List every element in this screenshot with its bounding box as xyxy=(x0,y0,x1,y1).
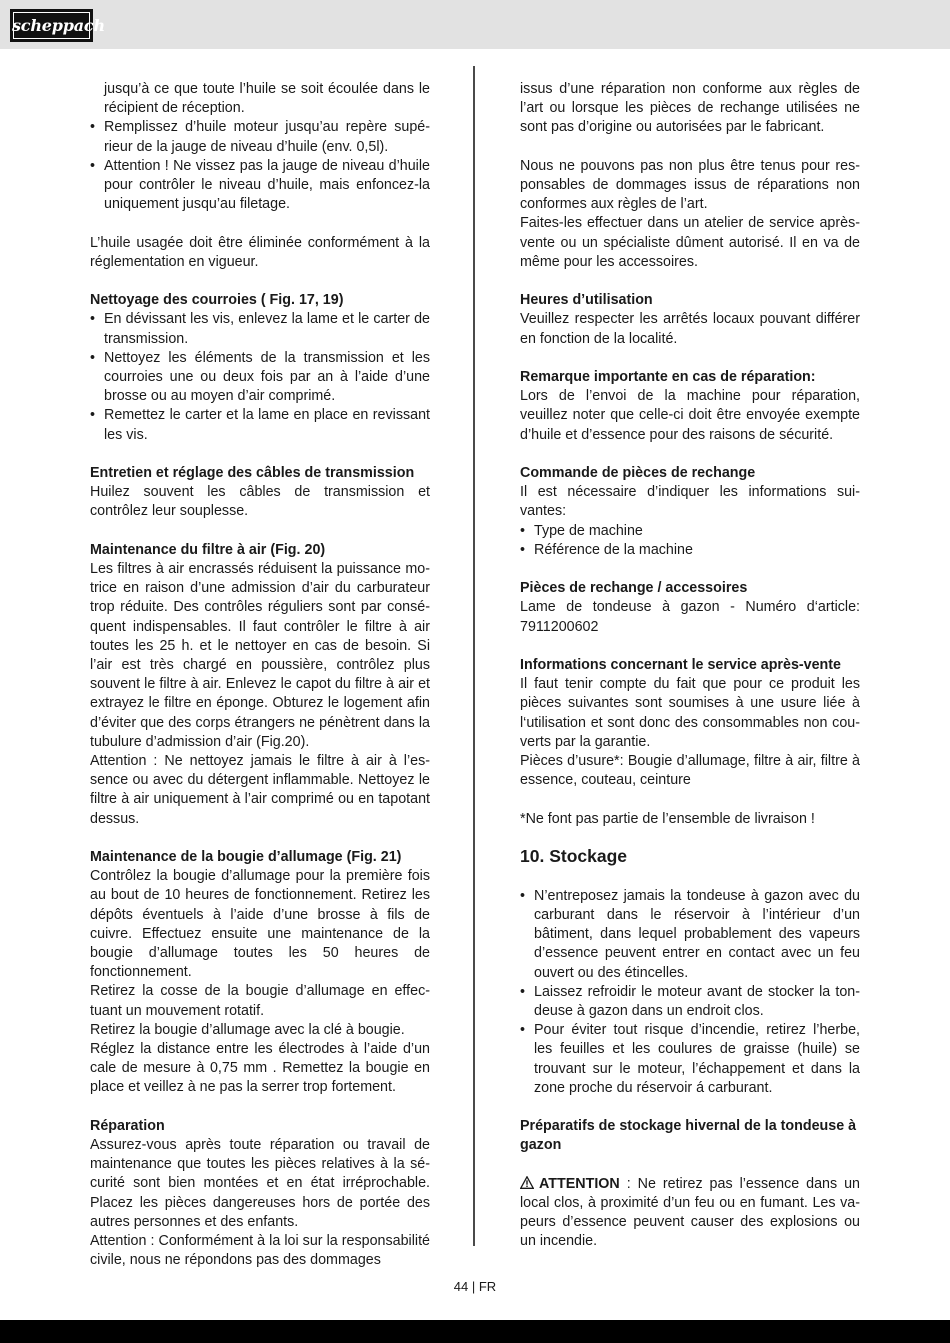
storage-list xyxy=(520,887,860,1098)
repair-note-heading: Remarque importante en cas de réparation: xyxy=(520,369,816,385)
belts-list xyxy=(90,310,430,444)
air-filter-warning: Attention : Ne nettoyez jamais le filtre à air à l’essence ou avec du détergent inflammable. Nettoyez le filtre à air uniquement à l’air comprimé ou en tapotant dessus. xyxy=(90,753,430,827)
list-item: • Remplissez d’huile moteur jusqu’au repère supérieur de la jauge de niveau d’huile (env. 0,5l). xyxy=(90,118,430,156)
right-column xyxy=(520,80,860,1252)
oil-fill-list xyxy=(90,118,430,214)
operating-hours-paragraph: Veuillez respecter les arrêtés locaux pouvant différer en fonction de la localité. xyxy=(520,311,860,347)
list-item: • Remettez le carter et la lame en place en revissant les vis. xyxy=(90,406,430,444)
spare-order-list xyxy=(520,522,860,560)
used-oil-paragraph: L’huile usagée doit être éliminée conformément à la réglementation en vigueur. xyxy=(90,234,430,270)
list-item: • N’entreposez jamais la tondeuse à gazon avec du carburant dans le réservoir à l’intérieur d’un bâtiment, dans lequel probablement des vapeurs d’essence peuvent entrer en contact avec un feu ouvert ou des étincelles. xyxy=(520,887,860,983)
attention-paragraph xyxy=(520,1175,860,1252)
liability-paragraph: Nous ne pouvons pas non plus être tenus pour responsables de dommages issus de réparations non conformes aux règles de l’art. xyxy=(520,157,860,213)
winter-storage-heading: Préparatifs de stockage hivernal de la tondeuse à gazon xyxy=(520,1118,857,1154)
operating-hours-heading: Heures d’utilisation xyxy=(520,292,653,309)
repair-continuation: issus d’une réparation non conforme aux règles de l’art ou lorsque les pièces de rechange utilisées ne sont pas d’origine ou autorisées par le fabricant. xyxy=(520,81,860,136)
list-item: • Pour éviter tout risque d’incendie, retirez l’herbe, les feuilles et les coulures de graisse (huile) se trouvant sur le moteur, l’échappement et dans la zone proche du réservoir á carburant. xyxy=(520,1021,860,1098)
list-item: • En dévissant les vis, enlevez la lame et le carter de transmission. xyxy=(90,310,430,348)
delivery-footnote: *Ne font pas partie de l’ensemble de livraison ! xyxy=(520,810,815,827)
oil-drain-continuation: jusqu’à ce que toute l’huile se soit écoulée dans le récipient de réception. xyxy=(104,81,430,117)
spare-order-heading: Commande de pièces de rechange xyxy=(520,465,756,481)
spares-heading: Pièces de rechange / accessoires xyxy=(520,580,748,597)
list-item: • Type de machine xyxy=(520,522,860,541)
attention-label: ATTENTION xyxy=(539,1175,620,1192)
air-filter-heading: Maintenance du filtre à air (Fig. 20) xyxy=(90,541,326,558)
spark-plug-heading: Maintenance de la bougie d’allumage (Fig. 21) xyxy=(90,849,402,866)
after-sales-paragraph: Il faut tenir compte du fait que pour ce produit les pièces suivantes sont soumises à une usure liée à l‘utilisation et sont donc des consommables non couverts par la garantie. xyxy=(520,676,860,750)
header-bar xyxy=(0,0,950,49)
service-paragraph: Faites-les effectuer dans un atelier de service après-vente ou un spécialiste dûment autorisé. Il en va de même pour les accessoires. xyxy=(520,215,860,270)
list-item: • Référence de la machine xyxy=(520,541,860,560)
list-item: • Nettoyez les éléments de la transmission et les courroies une ou deux fois par an à l’aide d’une brosse ou au moyen d’air comprimé. xyxy=(90,349,430,407)
cables-paragraph: Huilez souvent les câbles de transmission et contrôlez leur souplesse. xyxy=(90,484,430,520)
spares-paragraph: Lame de tondeuse à gazon - Numéro d‘article: 7911200602 xyxy=(520,599,860,635)
spark-plug-paragraph: Retirez la bougie d’allumage avec la clé à bougie. xyxy=(90,1021,405,1038)
attention-text: : Ne retirez pas l’essence dans un local clos, à proximité d’un feu ou en fumant. Les vapeurs d’essence peuvent causer des explosions ou un incendie. xyxy=(520,1175,860,1250)
repair-note-paragraph: Lors de l’envoi de la machine pour réparation, veuillez noter que celle-ci doit être envoyée exempte d’huile et d’essence pour des raisons de sécurité. xyxy=(520,388,860,443)
repair-warning: Attention : Conformément à la loi sur la responsabilité civile, nous ne répondons pas des dommages xyxy=(90,1233,430,1269)
list-item: • Attention ! Ne vissez pas la jauge de niveau d’huile pour contrôler le niveau d’huile, mais enfoncez-la uniquement jusqu’au filetage. xyxy=(90,157,430,215)
after-sales-heading: Informations concernant le service après-vente xyxy=(520,657,842,673)
wear-parts-paragraph: Pièces d’usure*: Bougie d’allumage, filtre à air, filtre à essence, couteau, ceinture xyxy=(520,753,860,789)
spare-order-paragraph: Il est nécessaire d’indiquer les informations suivantes: xyxy=(520,484,860,520)
spark-plug-paragraph: Réglez la distance entre les électrodes à l’aide d’un cale de mesure à 0,75 mm . Remettez la bougie en place et veillez à ne pas la serrer trop fortement. xyxy=(90,1041,430,1096)
belts-heading: Nettoyage des courroies ( Fig. 17, 19) xyxy=(90,292,344,309)
left-column xyxy=(90,80,430,1271)
warning-icon xyxy=(520,1176,534,1189)
storage-section-heading: 10. Stockage xyxy=(520,845,627,866)
page-number: 44 | FR xyxy=(453,1279,497,1294)
repair-heading: Réparation xyxy=(90,1117,165,1134)
air-filter-paragraph: Les filtres à air encrassés réduisent la puissance motrice en raison d’une admission d’air du carburateur trop réduite. Des contrôles réguliers sont par conséquent indispensables. Il faut contrôler le filtre à air toutes les 25 h. et le nettoyer en cas de besoin. Si l’air est très chargé en poussière, contrôlez plus souvent le filtre à air. Enlevez le capot du filtre à air et extrayez le filtre en éponge. Obturez le logement afin d’éviter que des corps étrangers ne pénètrent dans la tubulure d’admission d’air (Fig.20). xyxy=(90,561,430,750)
spark-plug-paragraph: Contrôlez la bougie d’allumage pour la première fois au bout de 10 heures de fonctionnement. Retirez les dépôts éventuels à l’aide d’une brosse à fils de cuivre. Effectuez ensuite une maintenance de la bougie d’allumage toutes les 50 heures de fonctionnement. xyxy=(90,868,430,981)
column-divider xyxy=(473,66,475,1246)
repair-paragraph: Assurez-vous après toute réparation ou travail de maintenance que toutes les pièces relatives à la sécurité sont bien montées et en état irréprochable. Placez les pièces dangereuses hors de portée des autres personnes et des enfants. xyxy=(90,1137,430,1230)
brand-logo: scheppach xyxy=(10,9,93,42)
list-item: • Laissez refroidir le moteur avant de stocker la tondeuse à gazon dans un endroit clos. xyxy=(520,983,860,1021)
spark-plug-paragraph: Retirez la cosse de la bougie d’allumage en effectuant un mouvement rotatif. xyxy=(90,983,430,1019)
cables-heading: Entretien et réglage des câbles de transmission xyxy=(90,465,415,482)
footer-bar xyxy=(0,1320,950,1343)
